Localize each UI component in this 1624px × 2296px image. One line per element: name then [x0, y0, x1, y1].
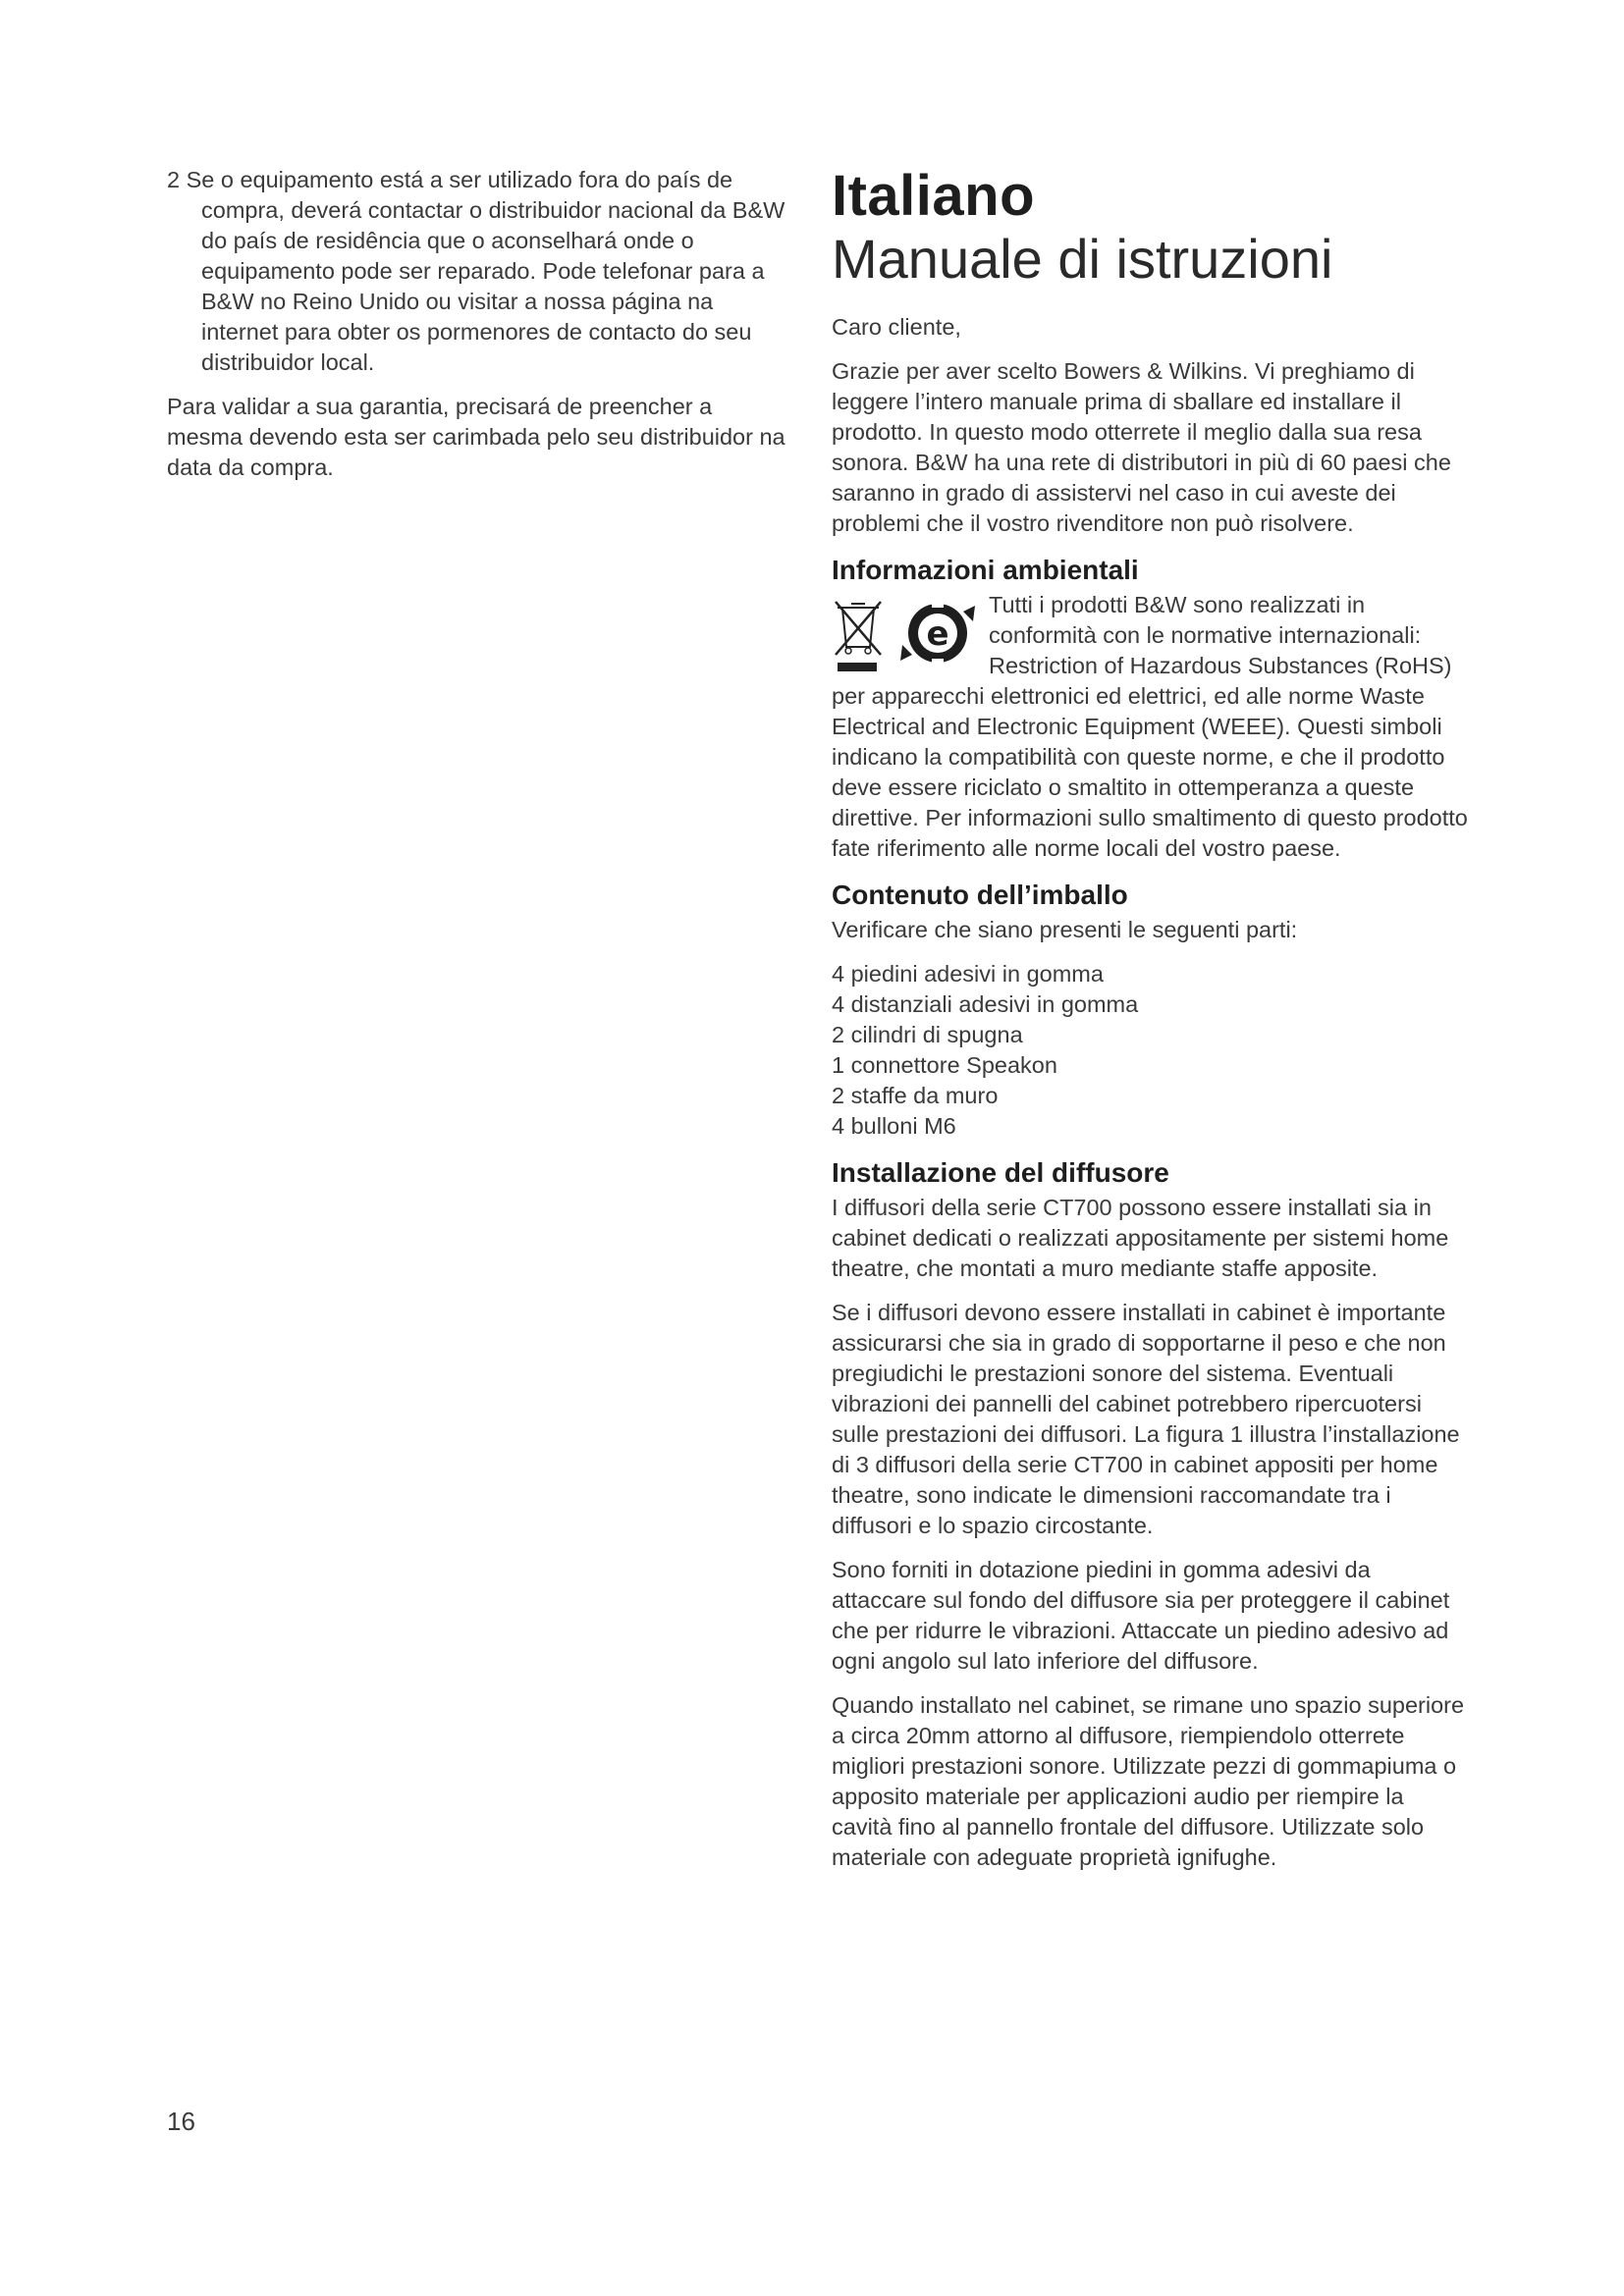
intro-paragraph: Grazie per aver scelto Bowers & Wilkins. Vi preghiamo di leggere l’intero manuale prima di sballare ed installare il prodotto. In questo modo otterrete il meglio dalla sua resa sonora. B&W ha una rete di distributori in più di 60 paesi che saranno in grado di assistervi nel caso in cui aveste dei problemi che il vostro rivenditore non può risolvere. — [832, 358, 1451, 536]
contents-list — [832, 959, 1470, 1142]
install-paragraph-4: Quando installato nel cabinet, se rimane uno spazio superiore a circa 20mm attorno al diffusore, riempiendolo otterrete migliori prestazioni sonore. Utilizzate pezzi di gommapiuma o apposito materiale per applicazioni audio per riempire la cavità fino al pannello frontale del diffusore. Utilizzate solo materiale con adeguate proprietà ignifughe. — [832, 1692, 1465, 1870]
env-paragraph: Tutti i prodotti B&W sono realizzati in conformità con le normative internazionali: Restriction of Hazardous Substances (RoHS) per apparecchi elettronici ed elettrici, ed alle norme Waste Electrical and Electronic Equipment (WEEE). Questi simboli indicano la compatibilità con queste norme, e che il prodotto deve essere riciclato o smaltito in ottemperanza a queste direttive. Per informazioni sullo smaltimento di questo prodotto fate riferimento alle norme locali del vostro paese. — [832, 592, 1468, 861]
warranty-paragraph: Para validar a sua garantia, precisará de preencher a mesma devendo esta ser carimbada pelo seu distribuidor na data da compra. — [167, 394, 785, 480]
env-heading: Informazioni ambientali — [832, 555, 1139, 585]
list-item: 4 distanziali adesivi in gomma — [832, 991, 1139, 1017]
compliance-icons — [832, 598, 979, 678]
install-paragraph-2: Se i diffusori devono essere installati in cabinet è importante assicurarsi che sia in grado di sopportarne il peso e che non pregiudichi le prestazioni sonore del sistema. Eventuali vibrazioni dei pannelli del cabinet potrebbero ripercuotersi sulle prestazioni dei diffusori. La figura 1 illustra l’installazione di 3 diffusori della serie CT700 in cabinet appositi per home theatre, sono indicate le dimensioni raccomandate tra i diffusori e lo spazio circostante. — [832, 1300, 1460, 1538]
greeting: Caro cliente, — [832, 314, 961, 340]
env-section — [832, 590, 1470, 864]
weee-crossed-bin-icon — [836, 602, 881, 671]
right-column — [832, 165, 1470, 1873]
contents-intro: Verificare che siano presenti le seguenti parti: — [832, 917, 1298, 942]
list-item: 2 cilindri di spugna — [832, 1022, 1023, 1047]
language-title: Italiano — [832, 164, 1036, 228]
rohs-recycle-e-icon — [900, 600, 975, 667]
list-item: 1 connettore Speakon — [832, 1052, 1057, 1078]
list-item: 2 staffe da muro — [832, 1083, 999, 1108]
svg-text:e: e — [926, 614, 949, 654]
install-heading: Installazione del diffusore — [832, 1157, 1169, 1188]
install-paragraph-1: I diffusori della serie CT700 possono essere installati sia in cabinet dedicati o realizzati appositamente per sistemi home theatre, che montati a muro mediante staffe apposite. — [832, 1195, 1449, 1281]
contents-heading: Contenuto dell’imballo — [832, 880, 1128, 910]
page-number: 16 — [167, 2107, 195, 2136]
env-icons — [832, 598, 979, 678]
warranty-item-2: 2 Se o equipamento está a ser utilizado fora do país de compra, deverá contactar o distribuidor nacional da B&W do país de residência que o aconselhará onde o equipamento pode ser reparado. Pode telefonar para a B&W no Reino Unido ou visitar a nossa página na internet para obter os pormenores de contacto do seu distribuidor local. — [167, 167, 785, 375]
install-paragraph-3: Sono forniti in dotazione piedini in gomma adesivi da attaccare sul fondo del diffusore sia per proteggere il cabinet che per ridurre le vibrazioni. Attaccate un piedino adesivo ad ogni angolo sul lato inferiore del diffusore. — [832, 1557, 1450, 1674]
list-item: 4 piedini adesivi in gomma — [832, 961, 1104, 987]
list-item: 4 bulloni M6 — [832, 1113, 956, 1139]
left-column — [167, 165, 785, 483]
manual-title: Manuale di istruzioni — [832, 228, 1333, 290]
